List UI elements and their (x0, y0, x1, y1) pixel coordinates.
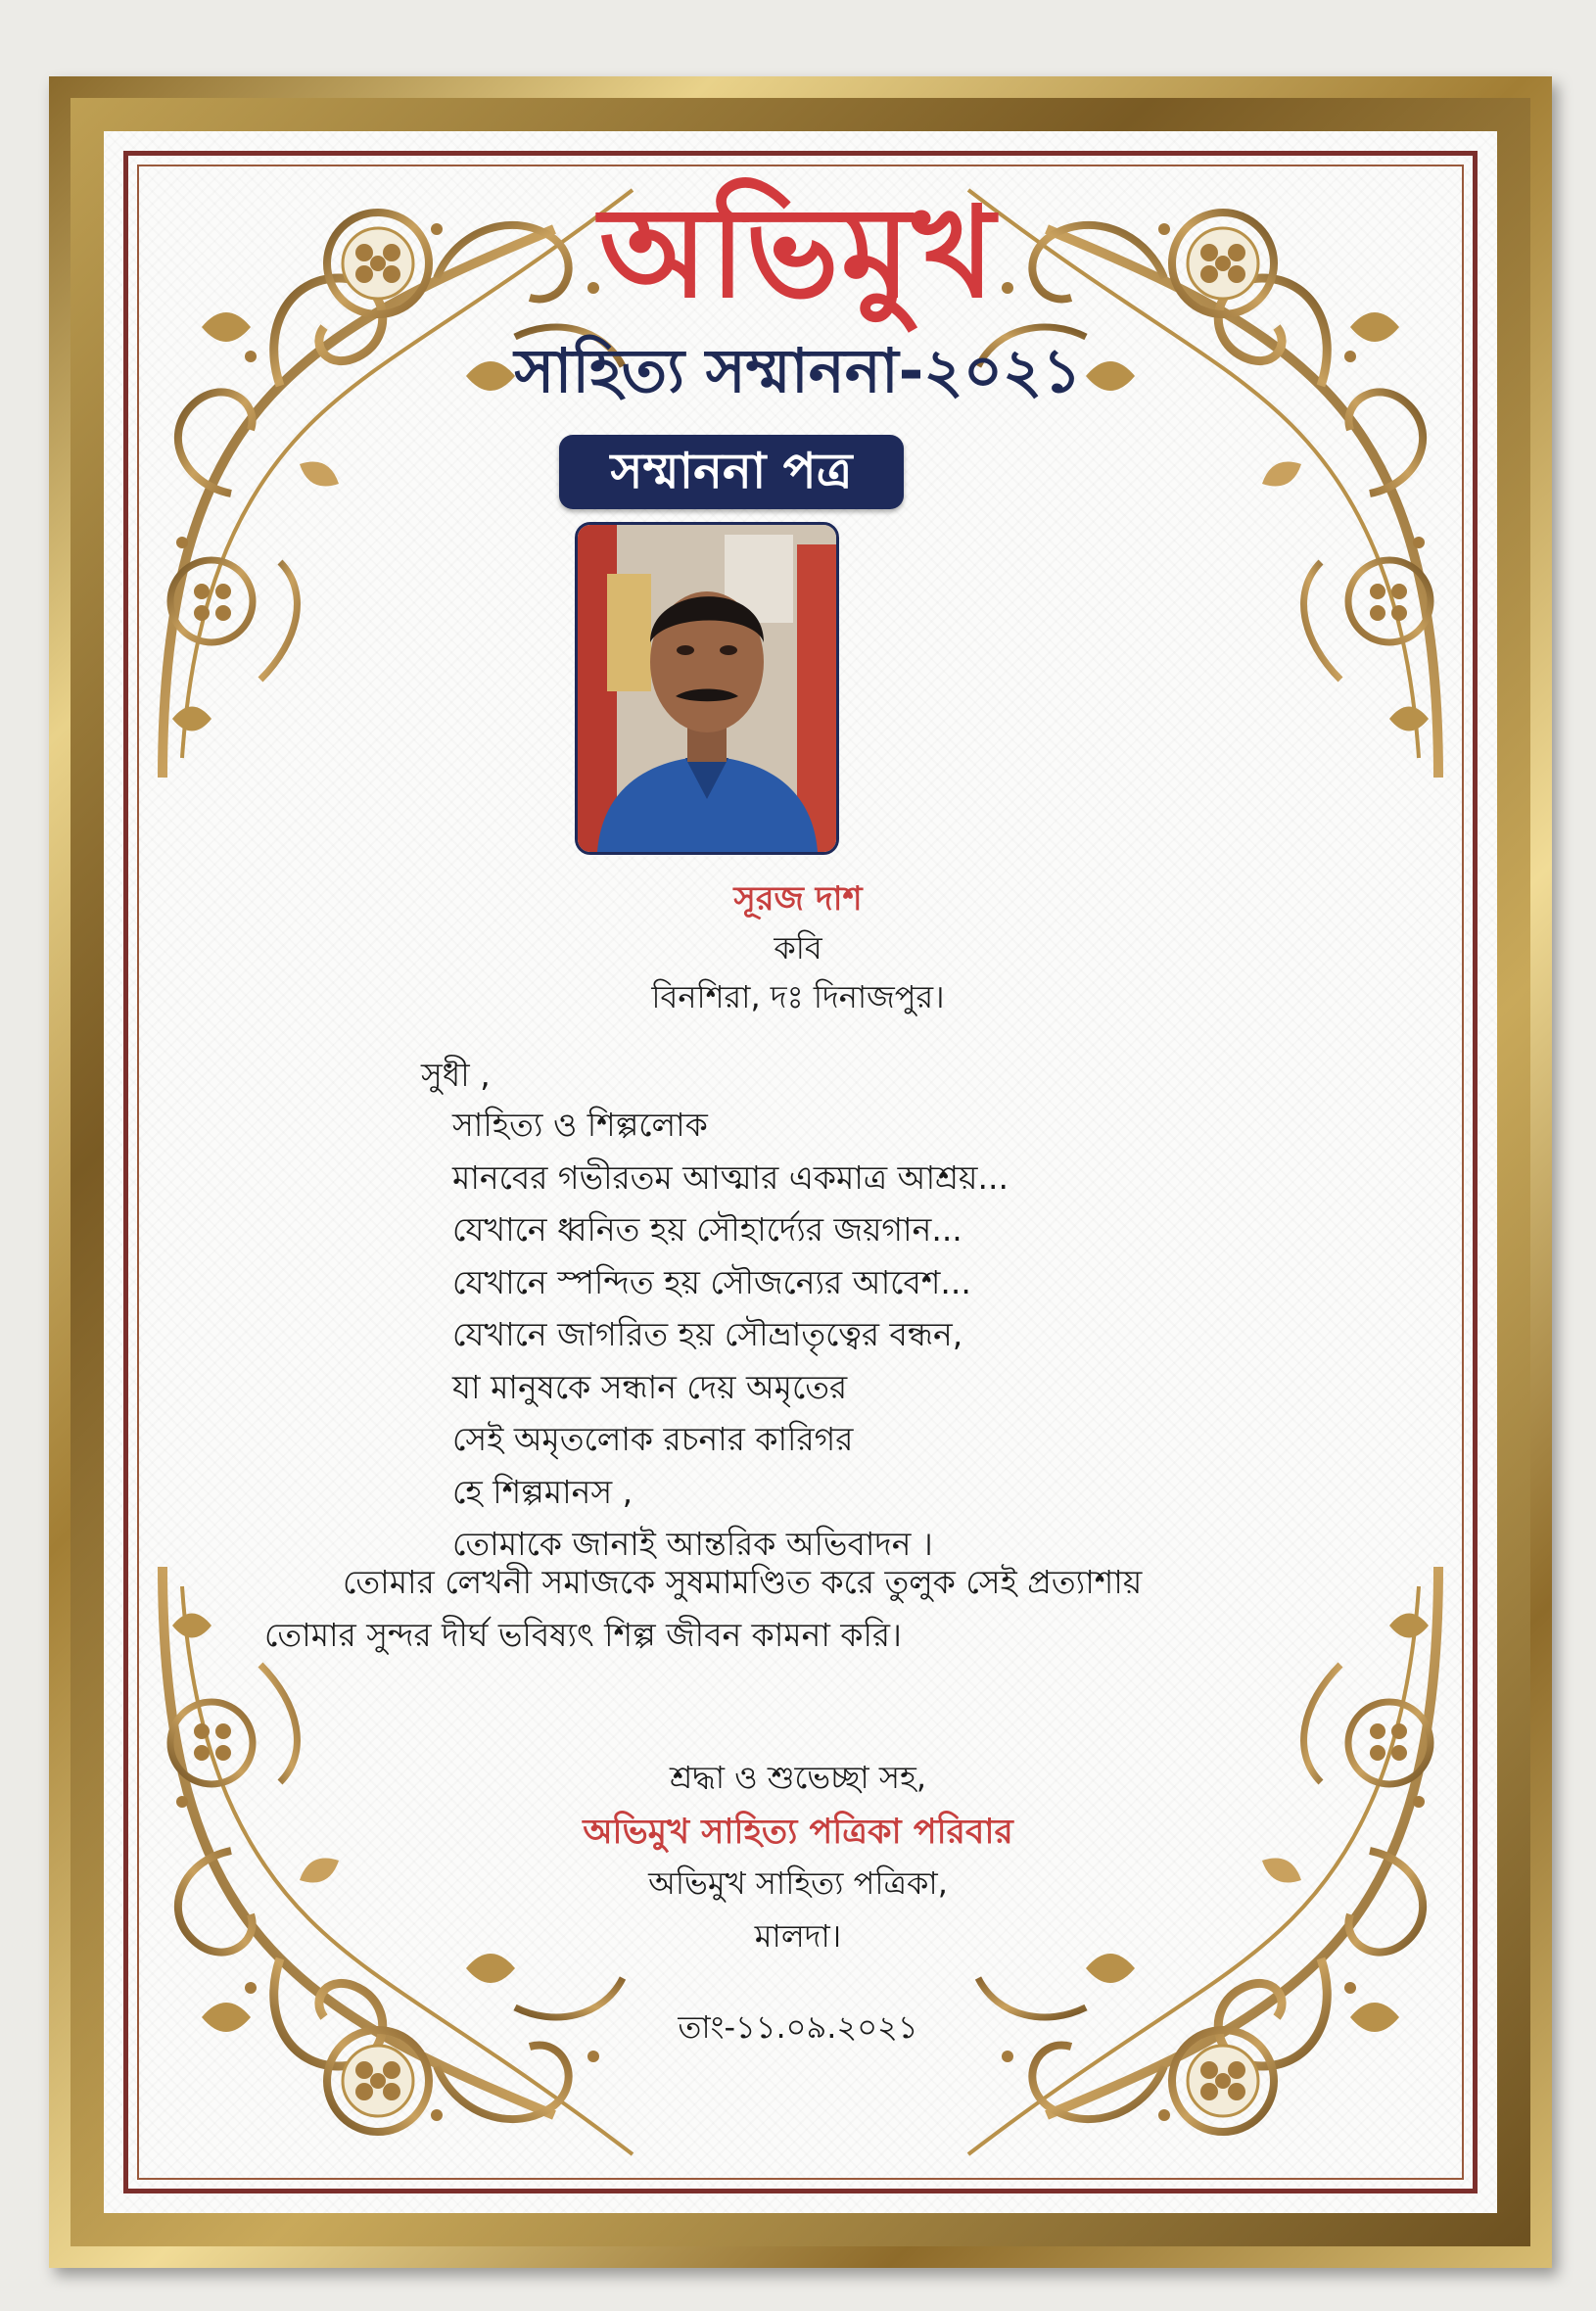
poem-line: তোমাকে জানাই আন্তরিক অভিবাদন । (452, 1525, 933, 1563)
poem-line: সাহিত্য ও শিল্পলোক (452, 1106, 708, 1144)
closing-city: মালদা। (754, 1917, 842, 1955)
certificate-subtitle: সাহিত্য সম্মাননা-২০২১ (514, 335, 1082, 406)
poem-line: যেখানে ধ্বনিত হয় সৌহার্দ্যের জয়গান... (452, 1210, 962, 1249)
poem-line: যেখানে জাগরিত হয় সৌভ্রাতৃত্বের বন্ধন, (452, 1315, 963, 1353)
recipient-photo (575, 522, 839, 855)
recipient-name: সূরজ দাশ (733, 879, 863, 919)
certificate-badge: সম্মাননা পত্র (559, 435, 904, 509)
poem-line: যা মানুষকে সন্ধান দেয় অমৃতের (452, 1367, 848, 1406)
poem-line: হে শিল্পমানস , (452, 1472, 634, 1511)
wish-line-1: তোমার লেখনী সমাজকে সুষমামণ্ডিত করে তুলুক সেই প্রত্যাশায় (343, 1563, 1143, 1601)
closing-family: অভিমুখ সাহিত্য পত্রিকা পরিবার (583, 1813, 1013, 1852)
poem (452, 1099, 1009, 1571)
wish-line-2: তোমার সুন্দর দীর্ঘ ভবিষ্যৎ শিল্প জীবন কামনা করি। (264, 1616, 902, 1654)
recipient-role: কবি (774, 929, 822, 967)
certificate-date: তাং-১১.০৯.২০২১ (678, 2008, 918, 2046)
closing-organization: অভিমুখ সাহিত্য পত্রিকা, (648, 1864, 948, 1902)
poem-line: সেই অমৃতলোক রচনার কারিগর (452, 1420, 854, 1458)
recipient-place: বিনশিরা, দঃ দিনাজপুর। (651, 978, 945, 1015)
salutation: সুধী , (421, 1056, 491, 1094)
poem-line: মানবের গভীরতম আত্মার একমাত্র আশ্রয়... (452, 1157, 1009, 1197)
poem-line: যেখানে স্পন্দিত হয় সৌজন্যের আবেশ... (452, 1262, 971, 1301)
certificate-title: অভিমুখ (599, 179, 997, 326)
closing-regards: শ্রদ্ধা ও শুভেচ্ছা সহ, (669, 1759, 927, 1796)
